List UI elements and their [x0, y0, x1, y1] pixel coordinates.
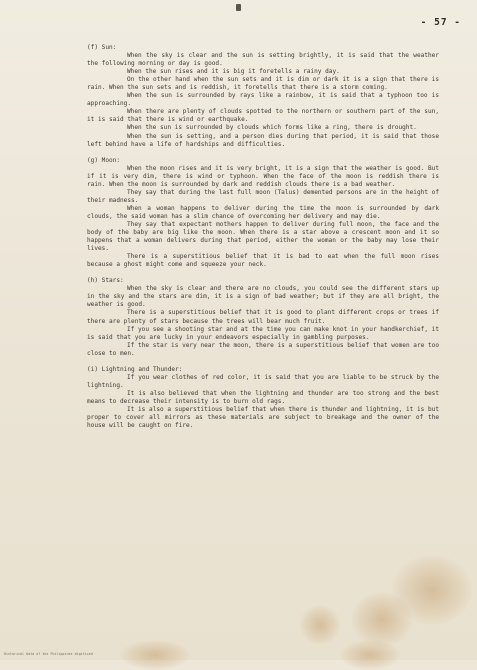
paragraph: When the sun is surrounded by clouds which forms like a ring, there is drought. — [127, 124, 417, 132]
paragraph: It is also believed that when the lightning and thunder are too strong and the best means to decrease their intensity is to burn old rags. — [87, 389, 439, 405]
paragraph: There is a superstitious belief that it is bad to eat when the full moon rises because a ghost might come and squeeze your neck. — [87, 253, 439, 269]
paragraph: They say that during the last full moon (Talus) demented persons are in the height of their madness. — [87, 188, 439, 204]
section-heading: (f) Sun: — [87, 44, 117, 51]
paragraph: They say that expectant mothers happen to deliver during full moon, the face and the body of the baby are big like the moon. When there is a star above a crescent moon and it so happens that a woman delivers during that period, either the woman or the baby may lose their lives. — [87, 220, 439, 253]
page-number: - 57 - — [420, 17, 461, 28]
paragraph: If the star is very near the moon, there is a superstitious belief that women are too close to men. — [87, 341, 439, 357]
section-heading: (g) Moon: — [87, 156, 121, 164]
water-stain — [340, 640, 400, 670]
paragraph: It is also a superstitious belief that when there is thunder and lightning, it is but proper to cover all mirrors as these materials are subject to breakage and the owner of the house will be caught on fire. — [87, 405, 439, 430]
paragraph: When the sun rises and it is big it foretells a rainy day. — [127, 68, 340, 76]
section-heading: (h) Stars: — [87, 277, 124, 285]
punch-hole — [236, 4, 241, 11]
water-stain — [120, 640, 190, 670]
section-lightning-thunder — [87, 366, 439, 430]
paragraph: When the moon rises and it is very bright, it is a sign that the weather is good. But if it is very dim, there is wind or typhoon. When the face of the moon is reddish there is rain. When the moon is surrounded by dark and reddish clouds there is a bad weather. — [87, 164, 439, 188]
water-stain — [300, 605, 340, 645]
water-stain — [352, 592, 412, 647]
paragraph: When the sun is setting, and a person dies during that period, it is said that those left behind have a life of hardships and difficulties. — [87, 132, 439, 148]
paragraph: When there are plenty of clouds spotted to the northern or southern part of the sun, it is said that there is wind or earthquake. — [87, 108, 439, 124]
paragraph: On the other hand when the sun sets and it is dim or dark it is a sign that there is rain. When the sun sets and is reddish, it foretells that there is a storm coming. — [87, 76, 439, 92]
section-moon — [87, 157, 439, 270]
paragraph: If you wear clothes of red color, it is said that you are liable to be struck by the lightning. — [87, 373, 439, 389]
paragraph: When the sun is surrounded by rays like a rainbow, it is said that a typhoon too is approaching. — [87, 92, 439, 108]
paragraph: If you see a shooting star and at the time you can make knot in your handkerchief, it is said that you are lucky in your endeavors especially in gambling purposes. — [87, 325, 439, 341]
paragraph: When the sky is clear and there are no clouds, you could see the different stars up in the sky and the stars are dim, it is a sign of bad weather; but if they are all bright, the weather is good. — [87, 285, 439, 309]
paragraph: There is a superstitious belief that it is good to plant different crops or trees if there are plenty of stars because the trees will bear much fruit. — [87, 309, 439, 325]
section-heading: (i) Lightning and Thunder: — [87, 365, 183, 373]
paragraph: When the sky is clear and the sun is setting brightly, it is said that the weather the following morning or day is good. — [87, 52, 439, 68]
paragraph: When a woman happens to deliver during the time the moon is surrounded by dark clouds, the said woman has a slim chance of overcoming her delivery and may die. — [87, 204, 439, 220]
footer-watermark: Historical Data of the Philippines digitized — [4, 652, 93, 656]
document-body — [87, 44, 439, 430]
section-sun — [87, 44, 439, 149]
section-stars — [87, 277, 439, 357]
